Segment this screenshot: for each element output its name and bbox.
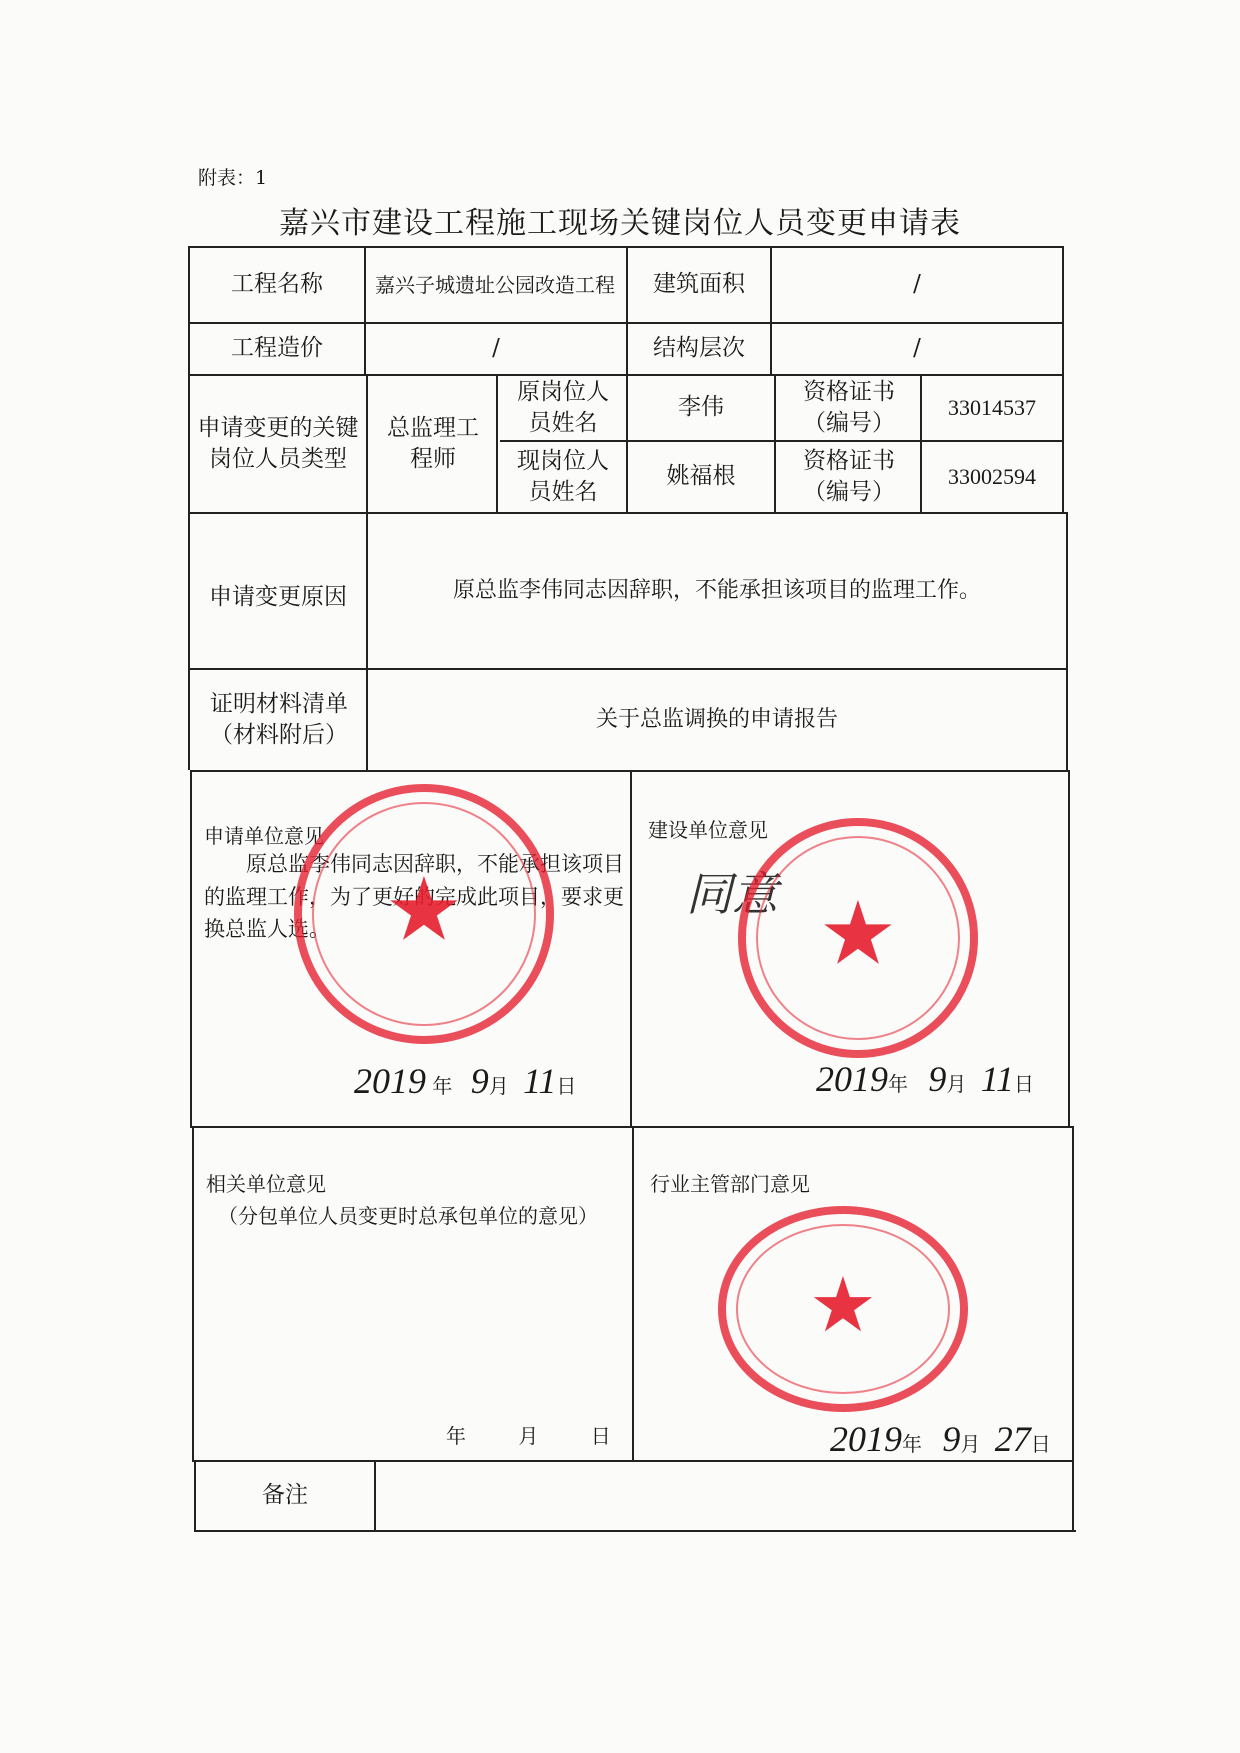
authority-date-year-unit: 年 [902,1432,922,1456]
original-person-label: 原岗位人员姓名 [517,378,609,436]
authority-date-month: 9 [942,1419,961,1459]
owner-date-month: 9 [928,1059,947,1099]
owner-date-year-unit: 年 [888,1072,908,1096]
structure-label: 结构层次 [653,335,745,362]
attachment-label: 附表：1 [198,167,268,189]
applicant-date-month-unit: 月 [488,1074,509,1098]
owner-date-year: 2019 [816,1059,888,1099]
authority-opinion-label: 行业主管部门意见 [650,1172,810,1196]
applicant-date-year: 2019 [354,1061,426,1101]
current-person-label: 现岗位人员姓名 [517,447,609,505]
floor-area-label: 建筑面积 [653,271,745,298]
related-date-month-unit: 月 [518,1424,539,1448]
remarks-label: 备注 [262,1482,308,1509]
cost-value: / [492,335,500,362]
original-person-name: 李伟 [678,394,724,421]
project-name-value: 嘉兴子城遗址公园改造工程 [375,273,615,297]
applicant-opinion-label: 申请单位意见 [204,824,324,848]
owner-company-seal: ★ [738,818,978,1058]
owner-handwritten-approval: 同意 [686,867,778,921]
authority-date-year: 2019 [830,1419,902,1459]
owner-date-day-unit: 日 [1014,1072,1035,1096]
materials-text: 关于总监调换的申请报告 [595,707,838,733]
authority-date-day: 27 [994,1419,1031,1459]
structure-value: / [913,335,921,362]
project-name-label: 工程名称 [231,271,323,298]
authority-date-day-unit: 日 [1030,1432,1051,1456]
owner-date-day: 11 [980,1059,1015,1099]
applicant-date-year-unit: 年 [432,1074,453,1098]
related-opinion-sublabel: （分包单位人员变更时总承包单位的意见） [218,1204,598,1228]
reason-label: 申请变更原因 [209,584,347,610]
applicant-date-month: 9 [470,1061,489,1101]
original-cert-number: 33014537 [948,395,1036,421]
change-type-label: 申请变更的关键岗位人员类型 [197,414,359,472]
owner-opinion-date [816,1058,1056,1100]
current-cert-number: 33002594 [948,464,1036,490]
applicant-opinion-date [354,1060,594,1102]
materials-label-line1: 证明材料清单 [210,690,348,717]
applicant-date-day-unit: 日 [556,1074,577,1098]
authority-seal: ★ [718,1206,968,1412]
related-date-year-unit: 年 [446,1424,466,1448]
related-date-day-unit: 日 [590,1424,611,1448]
supervisor-company-seal: ★ [294,784,554,1044]
related-opinion-date [446,1420,626,1449]
original-cert-label: 资格证书（编号） [803,378,895,436]
authority-opinion-date [830,1418,1070,1460]
form-title: 嘉兴市建设工程施工现场关键岗位人员变更申请表 [279,206,961,241]
applicant-opinion-text: 原总监李伟同志因辞职，不能承担该项目的监理工作，为了更好的完成此项目，要求更换总监人选。 [204,852,624,942]
cost-label: 工程造价 [231,335,323,362]
remarks-value [376,1462,1072,1530]
materials-label-line2: （材料附后） [210,722,348,748]
related-opinion-label: 相关单位意见 [206,1172,326,1196]
change-type-value: 总监理工程师 [387,414,479,472]
owner-date-month-unit: 月 [946,1072,967,1096]
current-person-name: 姚福根 [666,463,736,490]
current-cert-label: 资格证书（编号） [803,447,895,505]
owner-opinion-label: 建设单位意见 [648,818,768,842]
reason-text: 原总监李伟同志因辞职，不能承担该项目的监理工作。 [452,578,981,604]
applicant-date-day: 11 [523,1061,557,1101]
authority-date-month-unit: 月 [960,1432,981,1456]
materials-label [192,670,366,770]
floor-area-value: / [913,271,921,298]
